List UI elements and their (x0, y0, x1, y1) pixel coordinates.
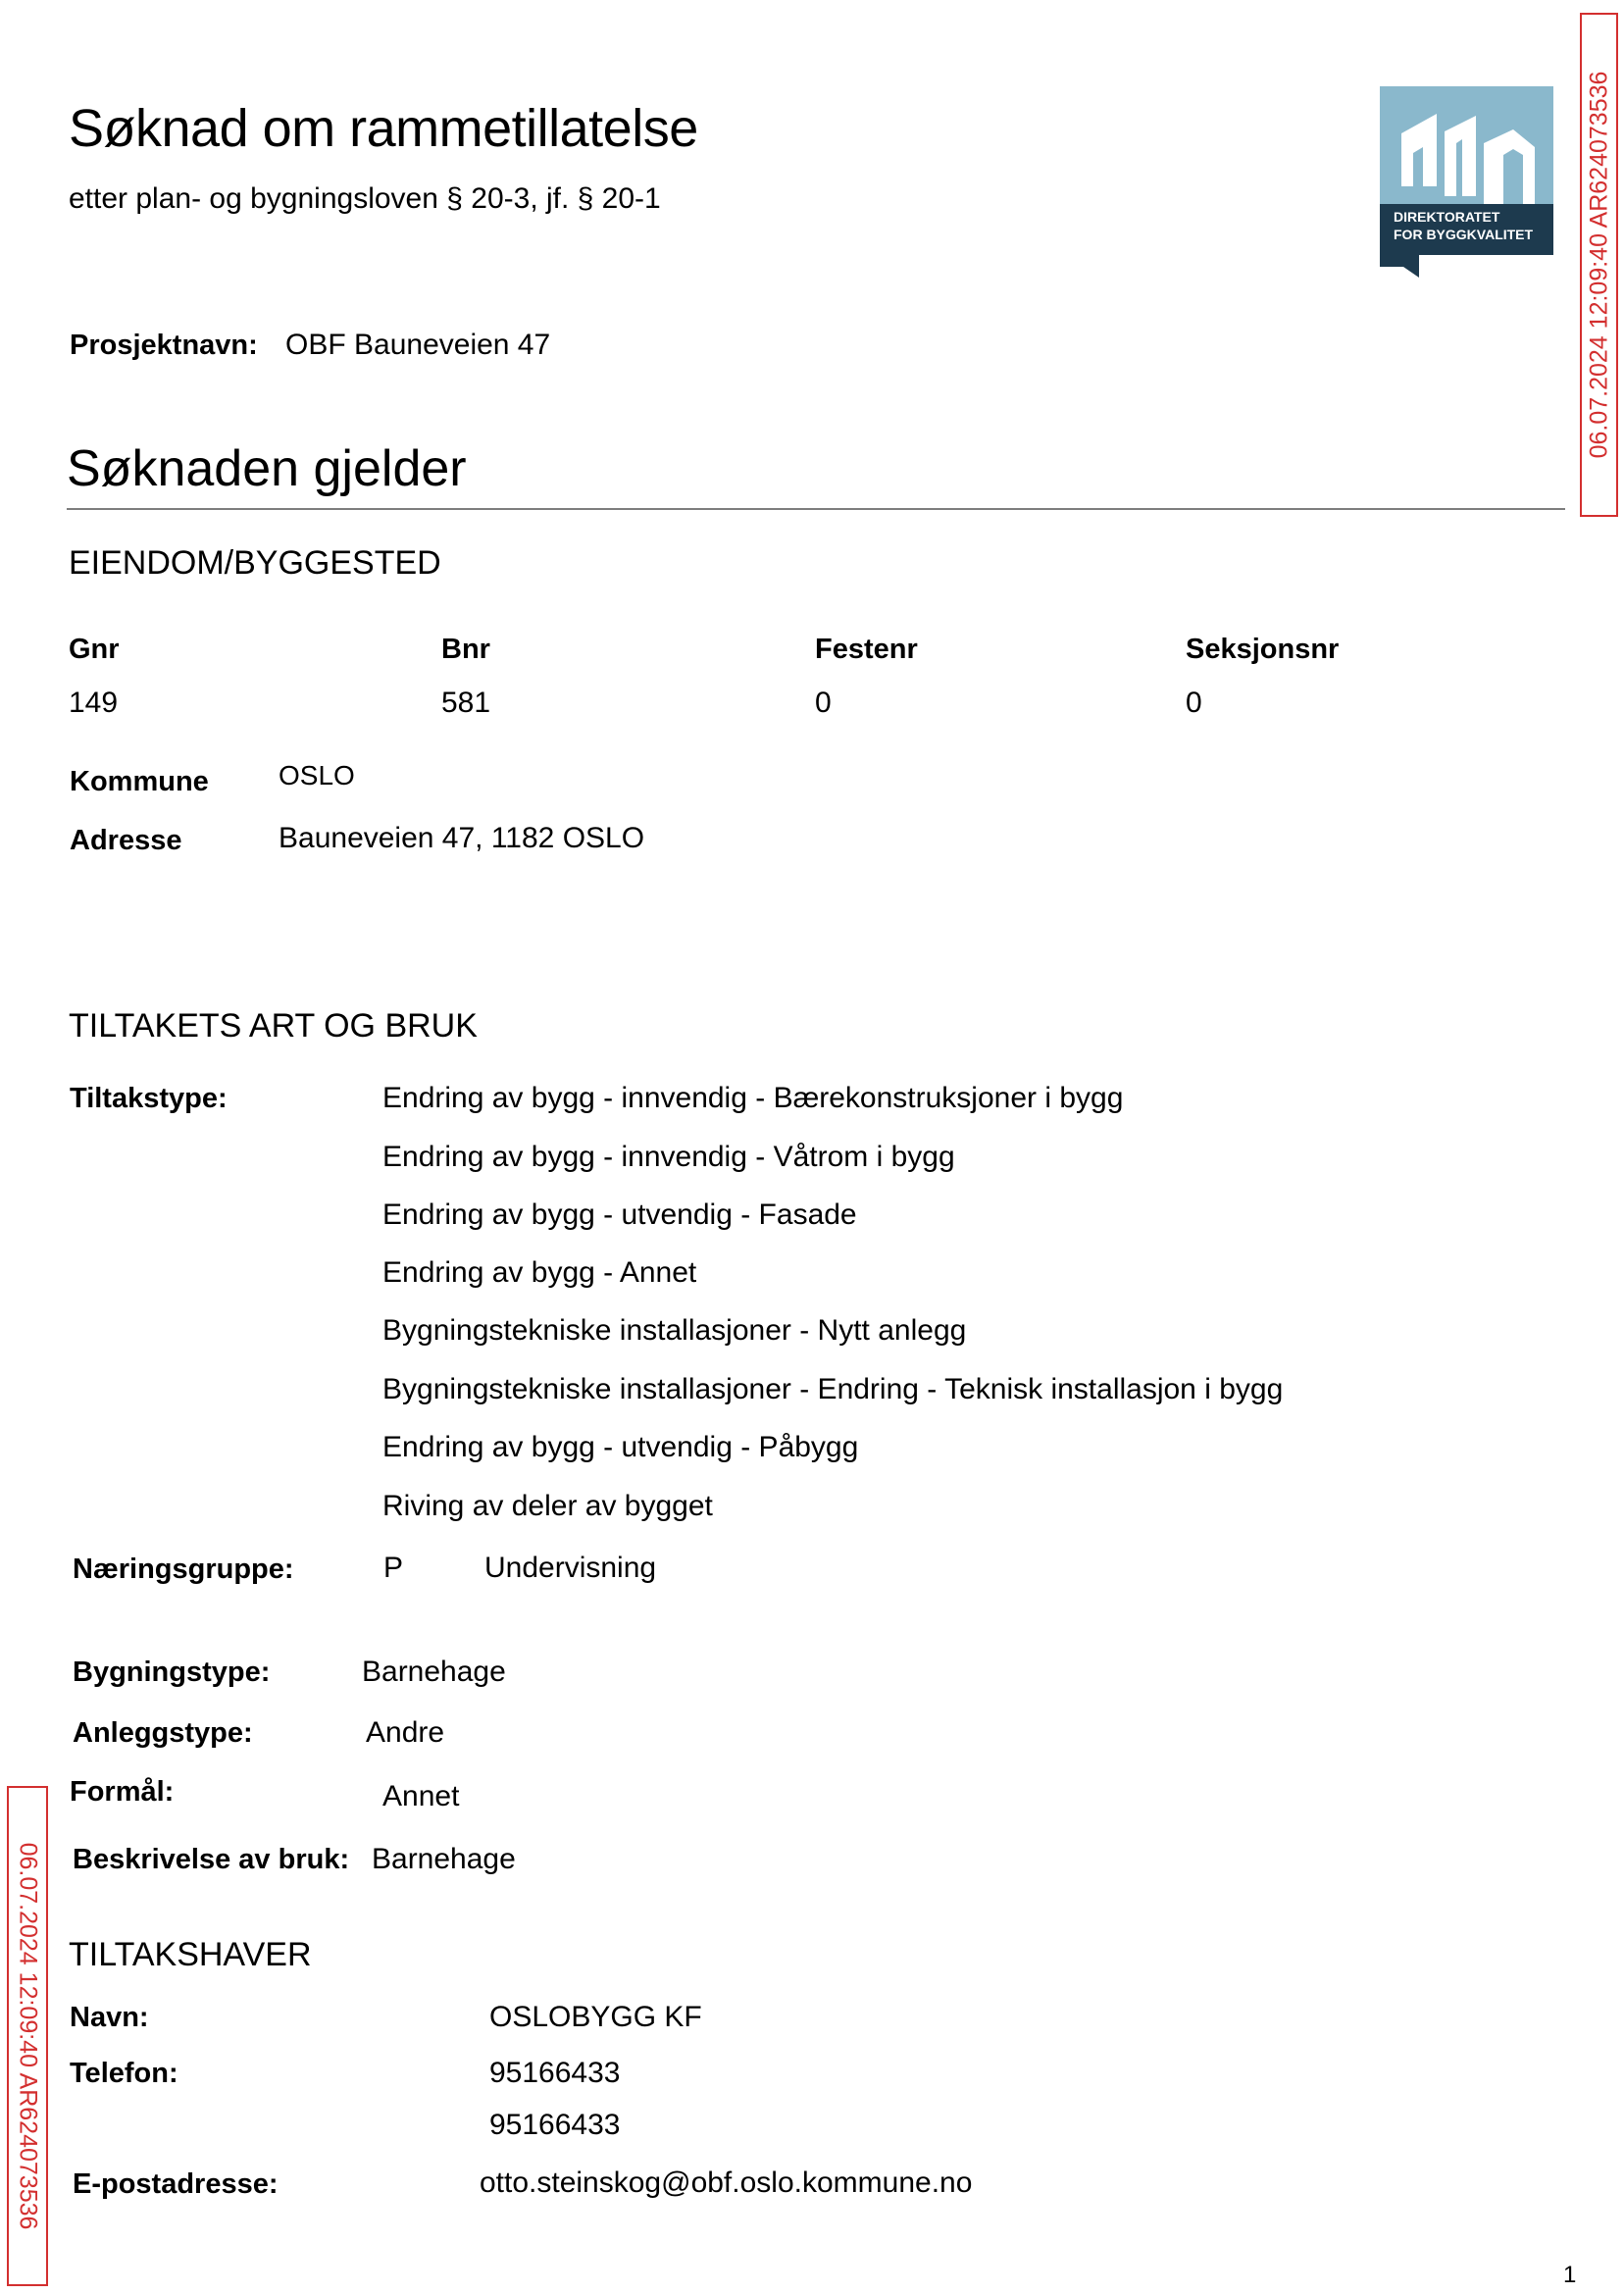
section-title: Søknaden gjelder (67, 440, 467, 497)
stamp-text: 06.07.2024 12:09:40 AR624073536 (1585, 71, 1612, 459)
formal-value: Annet (382, 1780, 460, 1812)
timestamp-stamp-left (7, 1786, 48, 2286)
project-name-value: OBF Bauneveien 47 (285, 329, 551, 361)
seksjonsnr-value: 0 (1186, 687, 1202, 719)
kommune-value: OSLO (279, 760, 355, 790)
list-item: Endring av bygg - innvendig - Våtrom i bygg (382, 1141, 955, 1173)
adresse-label: Adresse (70, 825, 182, 856)
list-item: Bygningstekniske installasjoner - Nytt anlegg (382, 1314, 967, 1347)
gnr-value: 149 (69, 687, 119, 719)
festenr-value: 0 (815, 687, 832, 719)
page-title: Søknad om rammetillatelse (69, 99, 698, 158)
epost-label: E-postadresse: (73, 2168, 279, 2200)
naeringsgruppe-value: Undervisning (484, 1552, 657, 1584)
page-number: 1 (1563, 2262, 1577, 2288)
festenr-label: Festenr (815, 634, 918, 665)
bnr-label: Bnr (441, 634, 490, 665)
building-logo-icon (1380, 86, 1553, 278)
telefon-value-2: 95166433 (489, 2109, 621, 2141)
list-item: Riving av deler av bygget (382, 1490, 713, 1522)
gnr-label: Gnr (69, 634, 120, 665)
beskrivelse-label: Beskrivelse av bruk: (73, 1844, 350, 1875)
list-item: Bygningstekniske installasjoner - Endring - Teknisk installasjon i bygg (382, 1373, 1284, 1405)
page-subtitle: etter plan- og bygningsloven § 20-3, jf. § 20-1 (69, 182, 661, 215)
property-heading: EIENDOM/BYGGESTED (69, 544, 441, 582)
seksjonsnr-label: Seksjonsnr (1186, 634, 1340, 665)
epost-value: otto.steinskog@obf.oslo.kommune.no (480, 2167, 973, 2199)
naeringsgruppe-code: P (383, 1552, 404, 1584)
tiltakstype-label: Tiltakstype: (70, 1083, 228, 1114)
bygningstype-value: Barnehage (362, 1656, 506, 1688)
list-item: Endring av bygg - utvendig - Påbygg (382, 1431, 859, 1463)
tiltak-heading: TILTAKETS ART OG BRUK (69, 1007, 478, 1045)
logo-text-line1: DIREKTORATET (1394, 209, 1500, 225)
anleggstype-label: Anleggstype: (73, 1717, 253, 1749)
dibk-logo (1380, 86, 1553, 278)
beskrivelse-value: Barnehage (372, 1843, 516, 1875)
bygningstype-label: Bygningstype: (73, 1657, 271, 1688)
tiltakshaver-heading: TILTAKSHAVER (69, 1936, 312, 1973)
navn-value: OSLOBYGG KF (489, 2001, 702, 2033)
stamp-text: 06.07.2024 12:09:40 AR624073536 (14, 1842, 42, 2230)
section-divider (67, 508, 1565, 510)
anleggstype-value: Andre (366, 1716, 445, 1749)
telefon-label: Telefon: (70, 2058, 178, 2089)
naeringsgruppe-label: Næringsgruppe: (73, 1554, 294, 1585)
bnr-value: 581 (441, 687, 491, 719)
adresse-value: Bauneveien 47, 1182 OSLO (279, 822, 645, 854)
navn-label: Navn: (70, 2002, 149, 2033)
list-item: Endring av bygg - innvendig - Bærekonstruksjoner i bygg (382, 1082, 1124, 1114)
timestamp-stamp-top (1580, 13, 1618, 517)
list-item: Endring av bygg - Annet (382, 1256, 697, 1289)
formal-label: Formål: (70, 1776, 175, 1808)
project-name-label: Prosjektnavn: (70, 330, 258, 361)
list-item: Endring av bygg - utvendig - Fasade (382, 1198, 857, 1231)
telefon-value: 95166433 (489, 2057, 621, 2089)
kommune-label: Kommune (70, 766, 209, 797)
logo-text-line2: FOR BYGGKVALITET (1394, 227, 1534, 242)
